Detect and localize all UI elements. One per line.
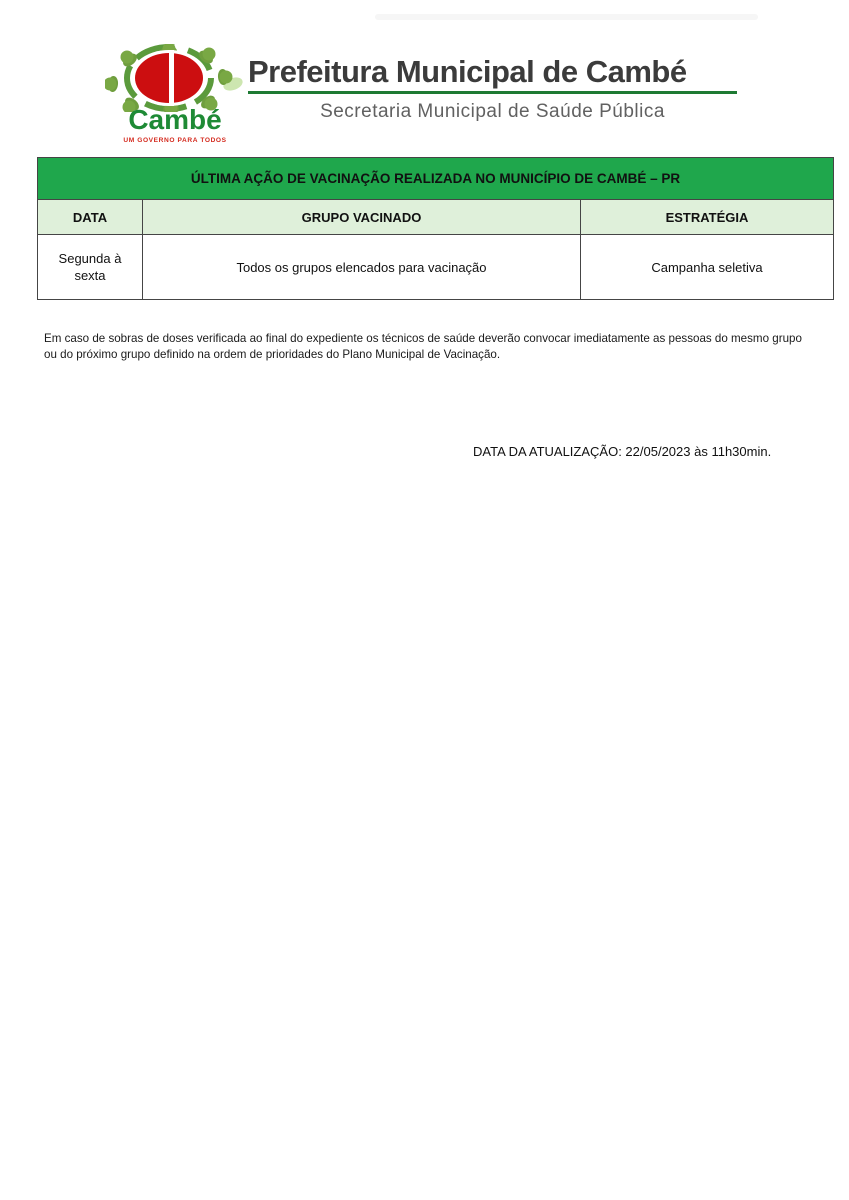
cell-data: Segunda à sexta (38, 235, 143, 300)
logo-city-name: Cambé (128, 104, 222, 135)
city-logo (105, 44, 245, 152)
table-row (38, 235, 834, 300)
table-banner: ÚLTIMA AÇÃO DE VACINAÇÃO REALIZADA NO MUNICÍPIO DE CAMBÉ – PR (38, 158, 834, 200)
table-header-row (38, 200, 834, 235)
cell-grupo-vacinado: Todos os grupos elencados para vacinação (143, 235, 581, 300)
letterhead (248, 55, 737, 123)
scan-artifact (375, 14, 758, 20)
column-header-grupo-vacinado: GRUPO VACINADO (143, 200, 581, 235)
update-date: DATA DA ATUALIZAÇÃO: 22/05/2023 às 11h30min. (473, 444, 772, 459)
title-underline (248, 91, 737, 94)
page-title: Prefeitura Municipal de Cambé (248, 54, 687, 89)
page-subtitle: Secretaria Municipal de Saúde Pública (320, 101, 665, 122)
logo-tagline: UM GOVERNO PARA TODOS (123, 137, 227, 144)
cell-estrategia: Campanha seletiva (581, 235, 834, 300)
column-header-estrategia: ESTRATÉGIA (581, 200, 834, 235)
cambe-emblem-icon (105, 44, 245, 112)
column-header-data: DATA (38, 200, 143, 235)
table-banner-row (38, 158, 834, 200)
vaccination-table (37, 157, 834, 300)
note-paragraph: Em caso de sobras de doses verificada ao final do expediente os técnicos de saúde deverão convocar imediatamente as pessoas do mesmo grupo ou do próximo grupo definido na ordem de prioridades do Plano Municipal de Vacinação. (44, 332, 802, 361)
